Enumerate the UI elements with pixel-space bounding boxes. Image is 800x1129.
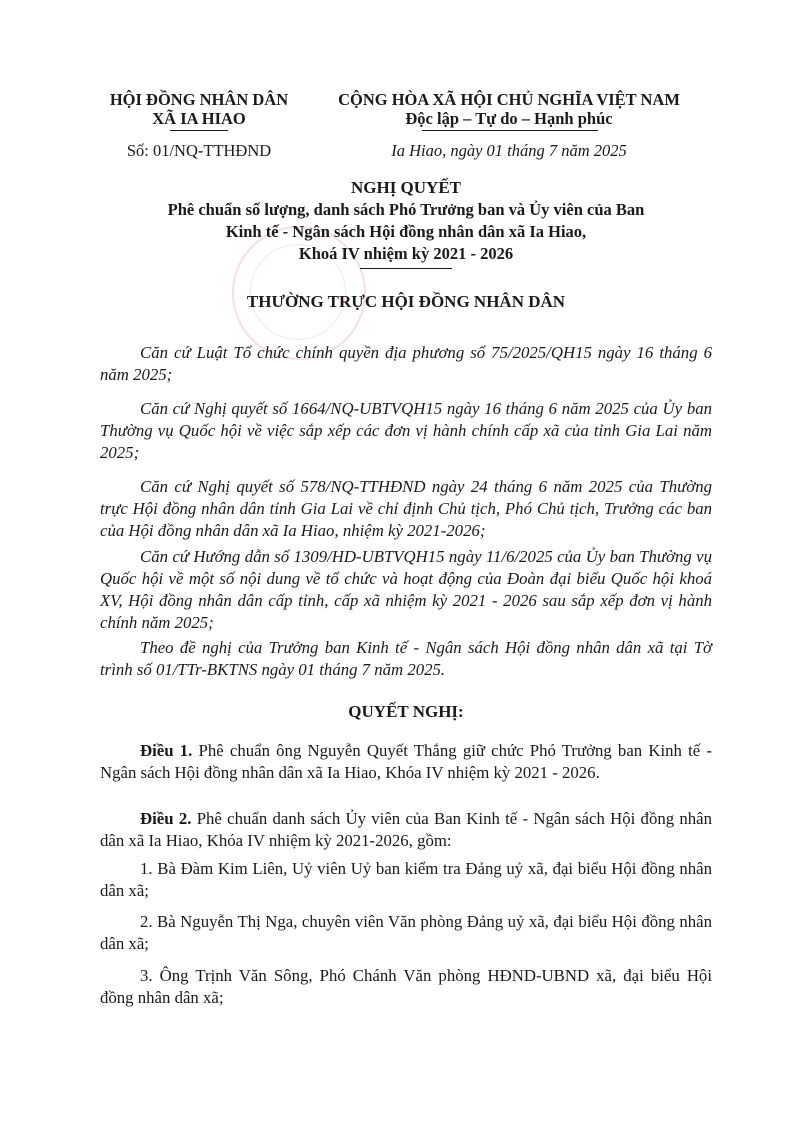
subject-line-3: Khoá IV nhiệm kỳ 2021 - 2026: [298, 244, 514, 263]
document-number: Số: 01/NQ-TTHĐND: [126, 141, 272, 160]
title-underline: [360, 268, 452, 269]
resolution-heading: QUYẾT NGHỊ:: [348, 702, 464, 721]
legal-basis-3: Căn cứ Nghị quyết số 578/NQ-TTHĐND ngày 24 tháng 6 năm 2025 của Thường trực Hội đồng nhân dân tỉnh Gia Lai về chỉ định Chủ tịch, Phó Chủ tịch, Trưởng các ban của Hội đồng nhân dân xã Ia Hiao, nhiệm kỳ 2021-2026;: [100, 477, 712, 540]
legal-basis-1: Căn cứ Luật Tổ chức chính quyền địa phương số 75/2025/QH15 ngày 16 tháng 6 năm 2025;: [100, 343, 712, 384]
subject-line-1: Phê chuẩn số lượng, danh sách Phó Trưởng ban và Ủy viên của Ban: [167, 200, 645, 219]
place-and-date: Ia Hiao, ngày 01 tháng 7 năm 2025: [391, 141, 627, 160]
article-2-text: Phê chuẩn danh sách Ủy viên của Ban Kinh tế - Ngân sách Hội đồng nhân dân xã Ia Hiao, Khóa IV nhiệm kỳ 2021-2026, gồm:: [100, 809, 713, 850]
motto-underline: [422, 130, 598, 131]
article-1: [100, 740, 712, 784]
article-2-label: Điều 2.: [140, 809, 192, 828]
legal-basis-2: Căn cứ Nghị quyết số 1664/NQ-UBTVQH15 ngày 16 tháng 6 năm 2025 của Ủy ban Thường vụ Quốc hội về việc sắp xếp các đơn vị hành chính cấp xã của tỉnh Gia Lai năm 2025;: [100, 399, 712, 462]
org-name-line1: HỘI ĐỒNG NHÂN DÂN: [109, 90, 289, 109]
national-title: CỘNG HÒA XÃ HỘI CHỦ NGHĨA VIỆT NAM: [338, 90, 680, 109]
subject-line-2: Kinh tế - Ngân sách Hội đồng nhân dân xã Ia Hiao,: [225, 222, 587, 241]
member-item-3: 3. Ông Trịnh Văn Sông, Phó Chánh Văn phòng HĐND-UBND xã, đại biểu Hội đồng nhân dân xã;: [100, 966, 712, 1007]
legal-basis-4: Căn cứ Hướng dẫn số 1309/HD-UBTVQH15 ngày 11/6/2025 của Ủy ban Thường vụ Quốc hội về một số nội dung về tổ chức và hoạt động của Đoàn đại biểu Quốc hội khoá XV, Hội đồng nhân dân cấp tỉnh, cấp xã nhiệm kỳ 2021 - 2026 sau sắp xếp đơn vị hành chính năm 2025;: [100, 547, 712, 632]
org-underline: [170, 130, 228, 131]
document-type-title: NGHỊ QUYẾT: [350, 178, 462, 197]
member-item-2: 2. Bà Nguyễn Thị Nga, chuyên viên Văn phòng Đảng uỷ xã, đại biểu Hội đồng nhân dân xã;: [100, 912, 712, 953]
legal-basis-5: Theo đề nghị của Trưởng ban Kinh tế - Ngân sách Hội đồng nhân dân xã tại Tờ trình số 01/TTr-BKTNS ngày 01 tháng 7 năm 2025.: [100, 638, 712, 679]
article-1-label: Điều 1.: [140, 741, 193, 760]
issuing-authority: THƯỜNG TRỰC HỘI ĐỒNG NHÂN DÂN: [246, 292, 566, 311]
article-2: [100, 808, 712, 852]
member-item-1: 1. Bà Đàm Kim Liên, Uỷ viên Uỷ ban kiểm tra Đảng uỷ xã, đại biểu Hội đồng nhân dân xã;: [100, 859, 712, 900]
org-name-line2: XÃ IA HIAO: [152, 109, 246, 128]
article-1-text: Phê chuẩn ông Nguyễn Quyết Thắng giữ chức Phó Trưởng ban Kinh tế - Ngân sách Hội đồng nhân dân xã Ia Hiao, Khóa IV nhiệm kỳ 2021 - 2026.: [100, 741, 713, 782]
national-motto: Độc lập – Tự do – Hạnh phúc: [405, 109, 613, 128]
